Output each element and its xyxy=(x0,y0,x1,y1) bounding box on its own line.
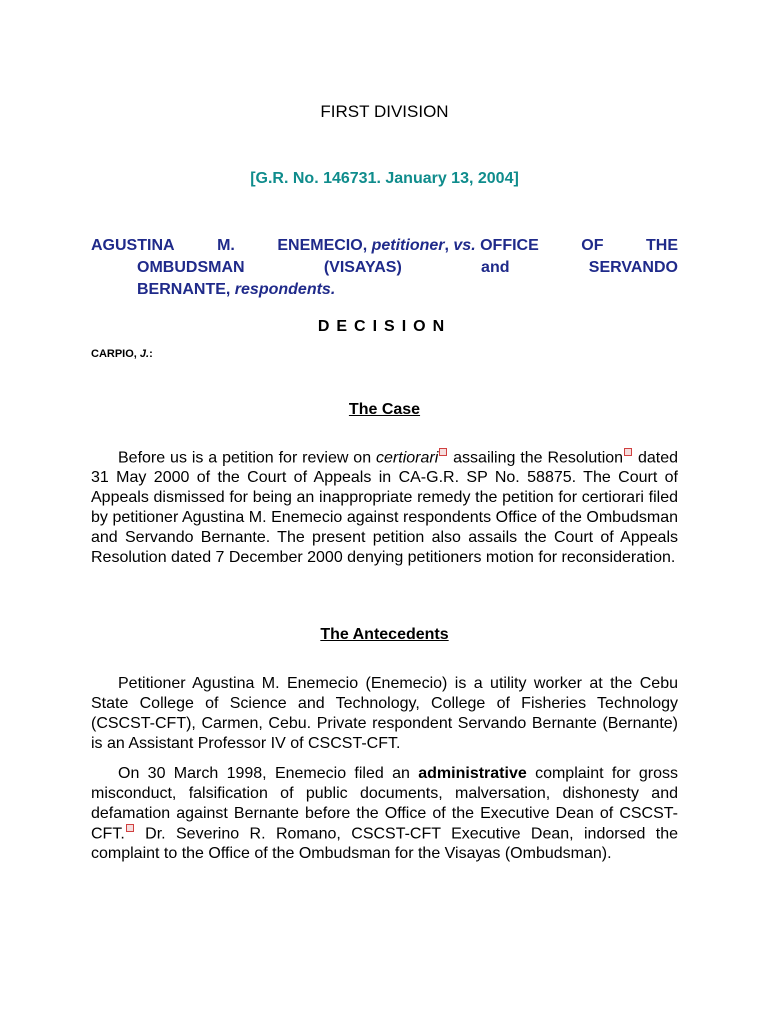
italic-term: certiorari xyxy=(376,449,439,467)
paragraph-text: Before us is a petition for review on xyxy=(118,449,377,467)
party-word: OFFICE xyxy=(480,237,539,254)
bold-term: administrative xyxy=(418,765,527,782)
party-word-group xyxy=(277,235,538,257)
paragraph-text: complaint for gross misconduct, falsification of public documents, malversation, dishonesty and defamation against Bernante before the Office of the Executive Dean of CSCST-CFT. xyxy=(91,765,679,843)
case-parties xyxy=(91,235,678,301)
comma: , xyxy=(444,237,449,254)
ponente xyxy=(91,348,153,360)
decision-title: DECISION xyxy=(317,318,452,335)
ponente-name: CARPIO, xyxy=(91,348,137,360)
party-word: THE xyxy=(645,237,678,254)
footnote-2-icon[interactable] xyxy=(624,448,632,456)
party-word: (VISAYAS) xyxy=(323,259,402,276)
paragraph-text: Dr. Severino R. Romano, CSCST-CFT Executive Dean, indorsed the complaint to the Office of the Ombudsman for the Visayas (Ombudsman). xyxy=(91,825,678,863)
parties-line-2 xyxy=(91,257,678,279)
paragraph-text: assailing the Resolution xyxy=(448,449,624,467)
paragraph-text: dated 31 May 2000 of the Court of Appeals in CA-G.R. SP No. 58875. The Court of Appeals dismissed for being an inappropriate remedy the petition for certiorari filed by petitioner Agustina M. Enemecio against respondents Office of the Ombudsman and Servando Bernante. The present petition also assails the Court of Appeals Resolution dated 7 December 2000 denying petitioners motion for reconsideration. xyxy=(91,449,679,567)
footnote-3-icon[interactable] xyxy=(126,824,134,832)
party-word: M. xyxy=(217,237,235,254)
party-word: OMBUDSMAN xyxy=(137,259,245,276)
case-number: [G.R. No. 146731. January 13, 2004] xyxy=(250,170,519,187)
section-heading-the-case: The Case xyxy=(348,401,421,418)
paragraph-text: On 30 March 1998, Enemecio filed an xyxy=(118,765,419,782)
party-word: and xyxy=(481,259,510,276)
paragraph-1 xyxy=(91,448,678,568)
section-heading-the-antecedents: The Antecedents xyxy=(320,626,449,643)
division-heading: FIRST DIVISION xyxy=(320,102,449,121)
party-word: ENEMECIO, xyxy=(277,237,368,254)
party-word: BERNANTE, xyxy=(137,281,231,298)
paragraph-3 xyxy=(91,764,678,864)
parties-line-3 xyxy=(91,279,678,301)
footnote-1-icon[interactable] xyxy=(439,448,447,456)
versus-label: vs. xyxy=(453,237,476,254)
petitioner-label: petitioner xyxy=(371,237,445,254)
respondents-label: respondents. xyxy=(234,281,336,298)
party-word: SERVANDO xyxy=(588,259,678,276)
ponente-colon: : xyxy=(149,348,153,360)
party-word: OF xyxy=(581,237,604,254)
ponente-title: J. xyxy=(139,348,150,360)
party-word: AGUSTINA xyxy=(91,237,175,254)
parties-line-1 xyxy=(91,235,678,257)
paragraph-2: Petitioner Agustina M. Enemecio (Enemecio) is a utility worker at the Cebu State College of Science and Technology, College of Fisheries Technology (CSCST-CFT), Carmen, Cebu. Private respondent Servando Bernante (Bernante) is an Assistant Professor IV of CSCST-CFT. xyxy=(91,675,678,752)
